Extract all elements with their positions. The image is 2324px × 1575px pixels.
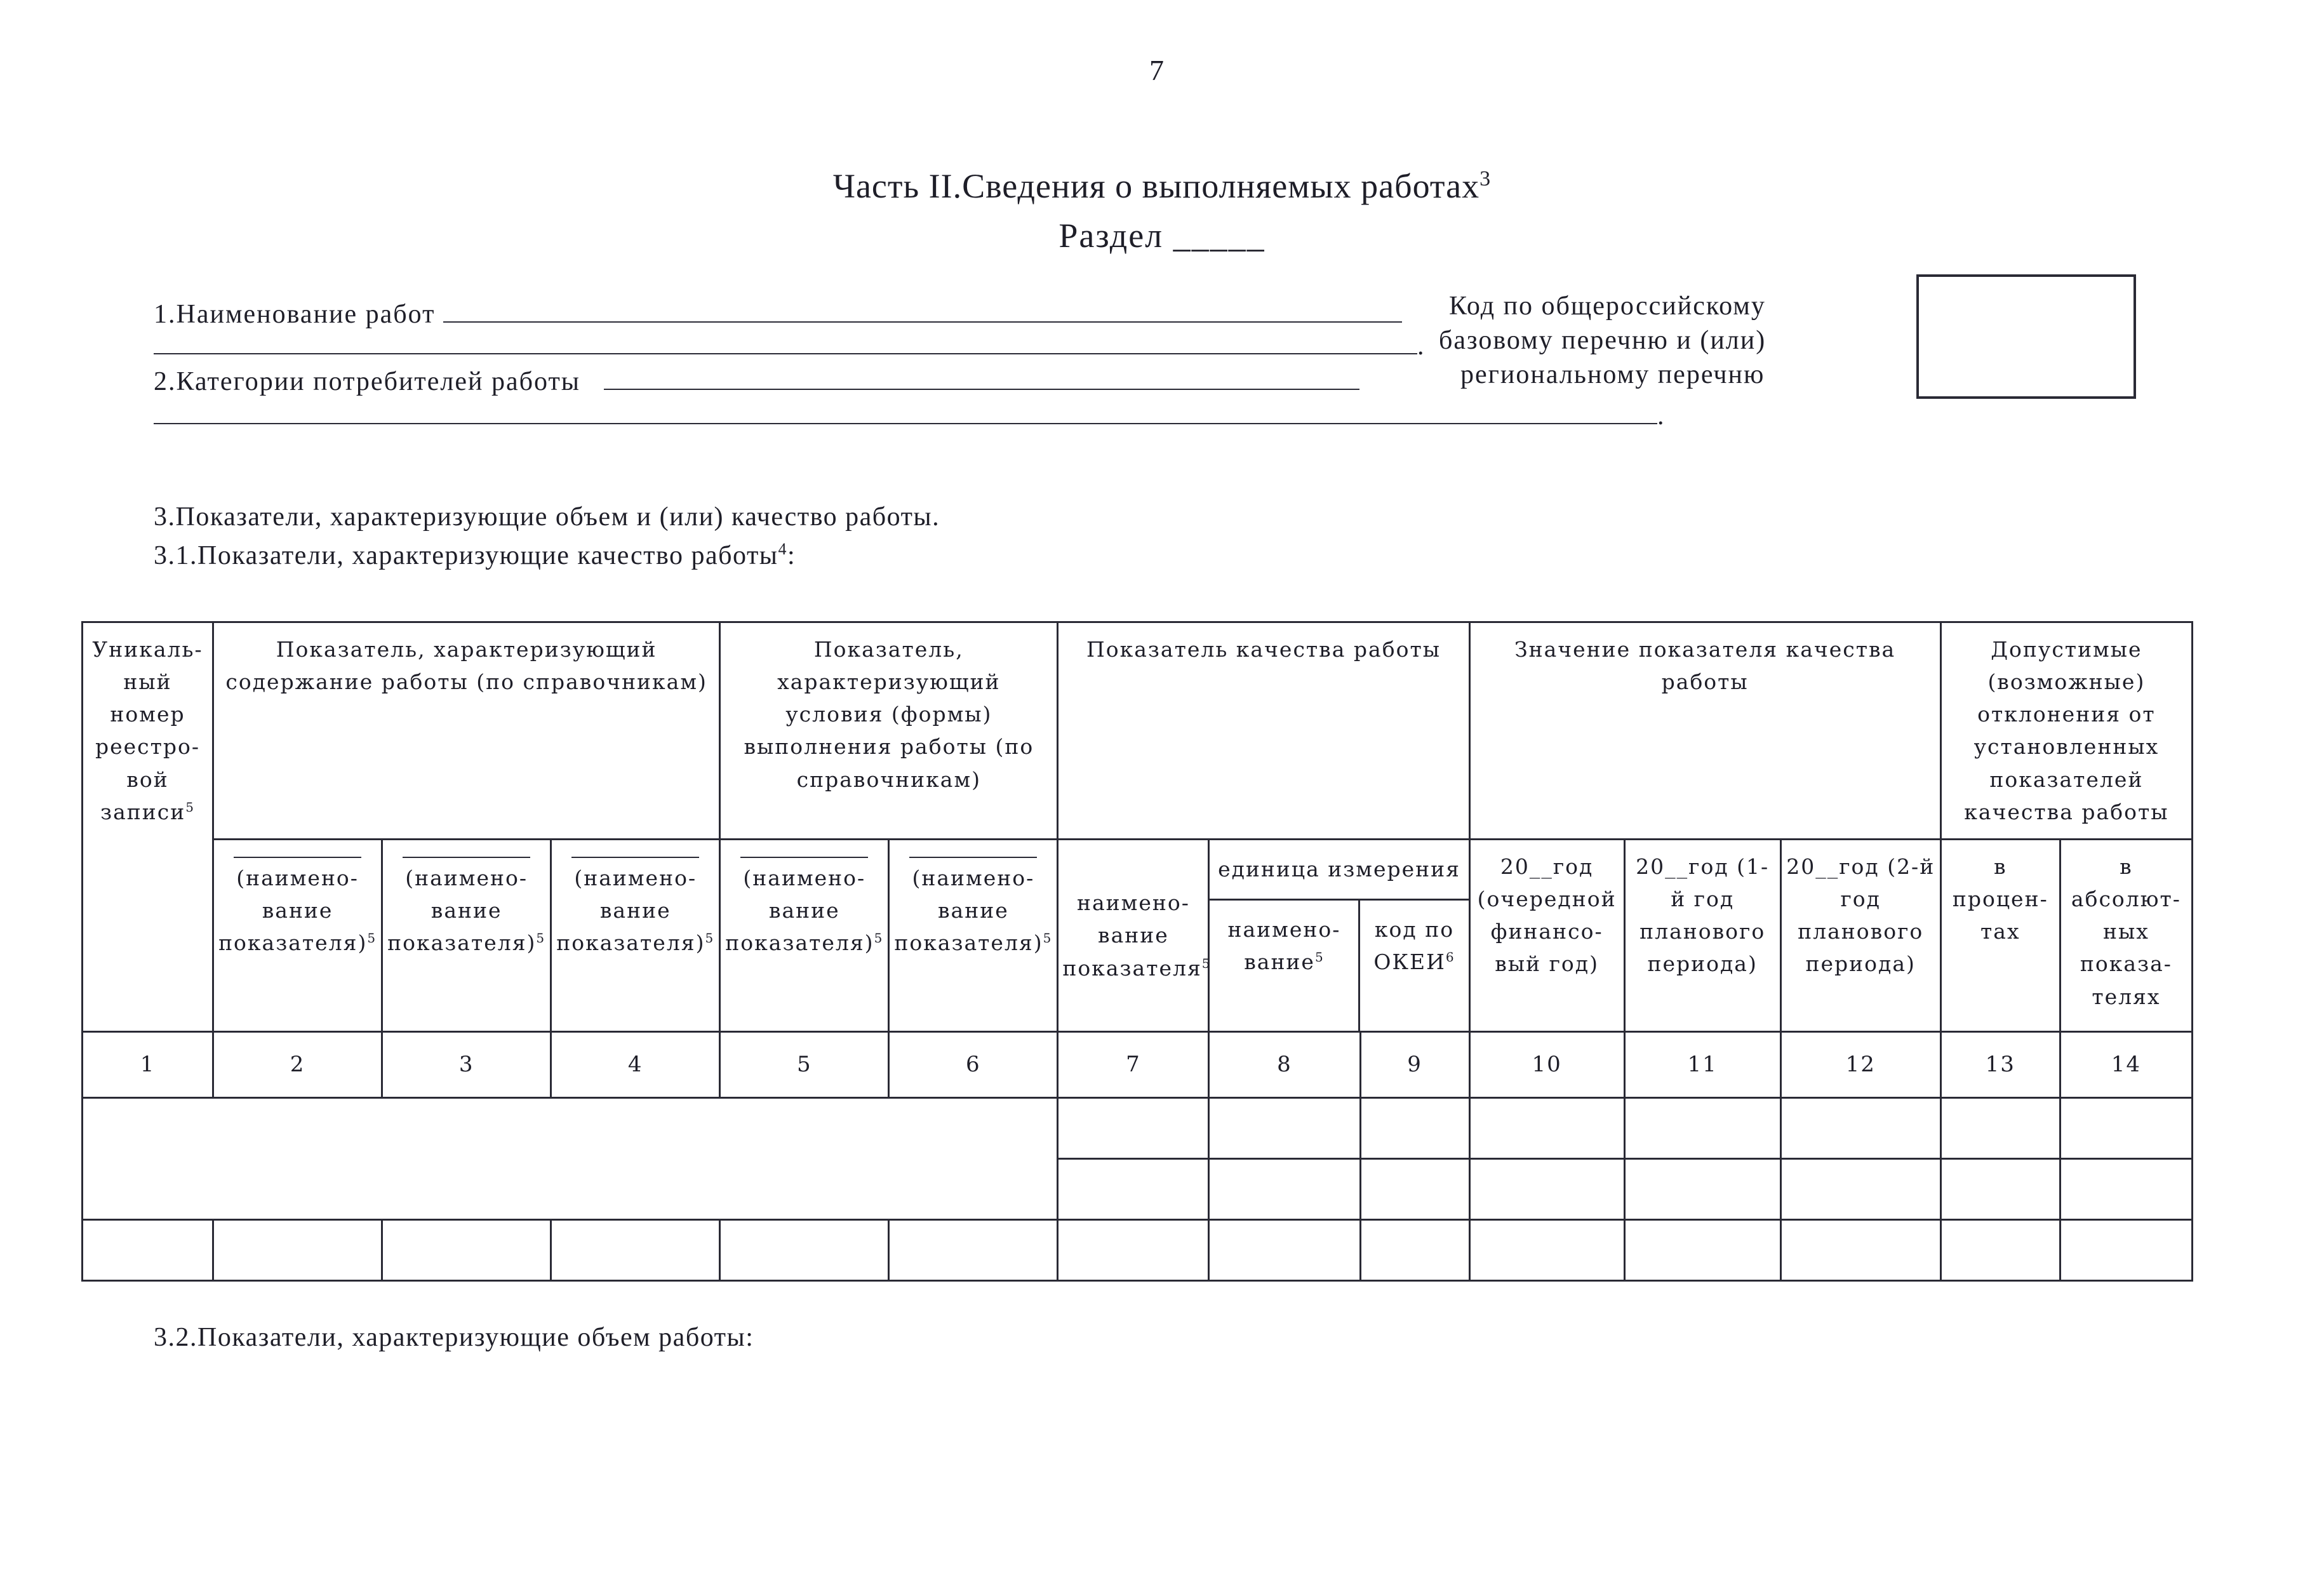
data-cell-merged[interactable] xyxy=(83,1098,1058,1220)
col-num-5: 5 xyxy=(720,1032,889,1098)
data-row xyxy=(83,1098,2193,1159)
col-num-2: 2 xyxy=(213,1032,382,1098)
header-conditions: Показатель, характеризующий условия (формы) выполнения работы (по справочникам) xyxy=(720,622,1058,840)
data-cell[interactable] xyxy=(720,1220,889,1281)
sub-okei-footnote: 6 xyxy=(1445,949,1455,965)
data-cell[interactable] xyxy=(1469,1220,1624,1281)
categories-continuation: . xyxy=(154,400,1666,431)
data-cell[interactable] xyxy=(1469,1098,1624,1159)
sub-unit-group xyxy=(1209,840,1469,1032)
sub-quality-name xyxy=(1058,840,1212,1032)
data-cell[interactable] xyxy=(1209,1098,1360,1159)
col-num-9: 9 xyxy=(1360,1032,1469,1098)
sub-unit-name xyxy=(1210,901,1360,1031)
quality-heading-suffix: : xyxy=(787,541,796,570)
data-cell[interactable] xyxy=(2060,1159,2192,1220)
code-label-2: базовому перечню и (или) xyxy=(1439,326,1766,355)
sub-unit-name-footnote: 5 xyxy=(1314,949,1325,965)
sub-indicator-6-footnote: 5 xyxy=(1043,930,1053,946)
sub-indicator-3 xyxy=(382,840,551,1032)
data-cell[interactable] xyxy=(1940,1220,2060,1281)
quality-heading-text: 3.1.Показатели, характеризующие качество работы xyxy=(154,541,778,570)
sub-indicator-6-text: (наимено-вание показателя) xyxy=(894,866,1043,956)
data-cell[interactable] xyxy=(382,1220,551,1281)
data-cell[interactable] xyxy=(1780,1159,1940,1220)
data-cell[interactable] xyxy=(1058,1098,1209,1159)
header-quality: Показатель качества работы xyxy=(1058,622,1469,840)
col-num-4: 4 xyxy=(551,1032,720,1098)
sub-quality-name-text: наимено-вание показателя xyxy=(1062,890,1202,981)
data-cell[interactable] xyxy=(83,1220,213,1281)
sub-indicator-3-text: (наимено-вание показателя) xyxy=(387,866,537,956)
data-cell[interactable] xyxy=(1624,1220,1780,1281)
col-num-13: 13 xyxy=(1940,1032,2060,1098)
categories-blank-2[interactable] xyxy=(154,400,1657,424)
header-registry-text: Уникаль-ный номер реестро-вой записи xyxy=(92,637,203,824)
col-num-8: 8 xyxy=(1209,1032,1360,1098)
sub-quality-name-footnote: 5 xyxy=(1201,955,1212,971)
sub-indicator-2 xyxy=(213,840,382,1032)
data-cell[interactable] xyxy=(1360,1159,1469,1220)
header-registry xyxy=(83,622,213,1032)
work-name-continuation: . xyxy=(154,330,1426,361)
data-cell[interactable] xyxy=(1360,1220,1469,1281)
code-label-1: Код по общероссийскому xyxy=(1449,292,1766,321)
code-label-3: региональному перечню xyxy=(1460,360,1765,389)
data-cell[interactable] xyxy=(1058,1220,1209,1281)
sub-percent: в процен-тах xyxy=(1940,840,2060,1032)
work-name-blank-2[interactable] xyxy=(154,330,1417,354)
data-cell[interactable] xyxy=(1940,1098,2060,1159)
data-cell[interactable] xyxy=(1469,1159,1624,1220)
work-name-blank[interactable] xyxy=(443,298,1402,323)
indicators-heading: 3.Показатели, характеризующие объем и (или) качество работы. xyxy=(154,502,940,532)
data-cell[interactable] xyxy=(1360,1098,1469,1159)
data-cell[interactable] xyxy=(1780,1098,1940,1159)
sub-unit: единица измерения xyxy=(1210,840,1468,901)
quality-table xyxy=(81,621,2193,1282)
col-num-1: 1 xyxy=(83,1032,213,1098)
work-name-field xyxy=(154,298,1402,330)
sub-okei xyxy=(1360,901,1468,1031)
col-num-6: 6 xyxy=(889,1032,1058,1098)
col-num-11: 11 xyxy=(1624,1032,1780,1098)
sub-absolute: в абсолют-ных показа-телях xyxy=(2060,840,2192,1032)
data-cell[interactable] xyxy=(1058,1159,1209,1220)
data-cell[interactable] xyxy=(2060,1098,2192,1159)
title-text: Часть II.Сведения о выполняемых работах xyxy=(832,167,1480,205)
volume-heading: 3.2.Показатели, характеризующие объем работы: xyxy=(154,1323,754,1352)
sub-indicator-2-text: (наимено-вание показателя) xyxy=(218,866,368,956)
sub-indicator-3-footnote: 5 xyxy=(536,930,546,946)
title-footnote: 3 xyxy=(1479,167,1492,191)
data-cell[interactable] xyxy=(2060,1220,2192,1281)
sub-indicator-5 xyxy=(720,840,889,1032)
categories-label: 2.Категории потребителей работы xyxy=(154,367,581,396)
data-cell[interactable] xyxy=(1624,1098,1780,1159)
sub-indicator-4 xyxy=(551,840,720,1032)
data-cell[interactable] xyxy=(1780,1220,1940,1281)
col-num-14: 14 xyxy=(2060,1032,2192,1098)
sub-indicator-5-footnote: 5 xyxy=(874,930,884,946)
data-cell[interactable] xyxy=(1624,1159,1780,1220)
data-cell[interactable] xyxy=(551,1220,720,1281)
page-number: 7 xyxy=(1149,54,1164,86)
sub-indicator-4-footnote: 5 xyxy=(705,930,715,946)
work-name-label: 1.Наименование работ xyxy=(154,300,436,329)
categories-blank[interactable] xyxy=(604,366,1359,390)
sub-year-2: 20__год (2-й год планового периода) xyxy=(1780,840,1940,1032)
data-cell[interactable] xyxy=(889,1220,1058,1281)
data-cell[interactable] xyxy=(213,1220,382,1281)
quality-heading-footnote: 4 xyxy=(778,540,788,558)
sub-indicator-5-text: (наимено-вание показателя) xyxy=(725,866,874,956)
col-num-7: 7 xyxy=(1058,1032,1209,1098)
sub-indicator-6 xyxy=(889,840,1058,1032)
code-box[interactable] xyxy=(1916,274,2136,399)
header-deviation: Допустимые (возможные) отклонения от установленных показателей качества работы xyxy=(1940,622,2192,840)
sub-year-1: 20__год (1-й год планового периода) xyxy=(1624,840,1780,1032)
categories-field xyxy=(154,366,1359,397)
col-num-3: 3 xyxy=(382,1032,551,1098)
data-cell[interactable] xyxy=(1940,1159,2060,1220)
header-registry-footnote: 5 xyxy=(185,799,195,815)
sub-okei-text: код по ОКЕИ xyxy=(1373,917,1455,975)
header-value: Значение показателя качества работы xyxy=(1469,622,1940,840)
header-content: Показатель, характеризующий содержание работы (по справочникам) xyxy=(213,622,720,840)
column-number-row xyxy=(83,1032,2193,1098)
section-title: Раздел _____ xyxy=(1058,217,1266,255)
sub-indicator-4-text: (наимено-вание показателя) xyxy=(556,866,705,956)
sub-indicator-2-footnote: 5 xyxy=(367,930,377,946)
sub-year-0: 20__год (очередной финансо-вый год) xyxy=(1469,840,1624,1032)
sub-unit-name-text: наимено-вание xyxy=(1227,917,1341,975)
col-num-12: 12 xyxy=(1780,1032,1940,1098)
quality-heading xyxy=(154,540,796,571)
data-cell[interactable] xyxy=(1209,1220,1360,1281)
data-row xyxy=(83,1220,2193,1281)
page-title xyxy=(0,166,2324,206)
col-num-10: 10 xyxy=(1469,1032,1624,1098)
data-cell[interactable] xyxy=(1209,1159,1360,1220)
